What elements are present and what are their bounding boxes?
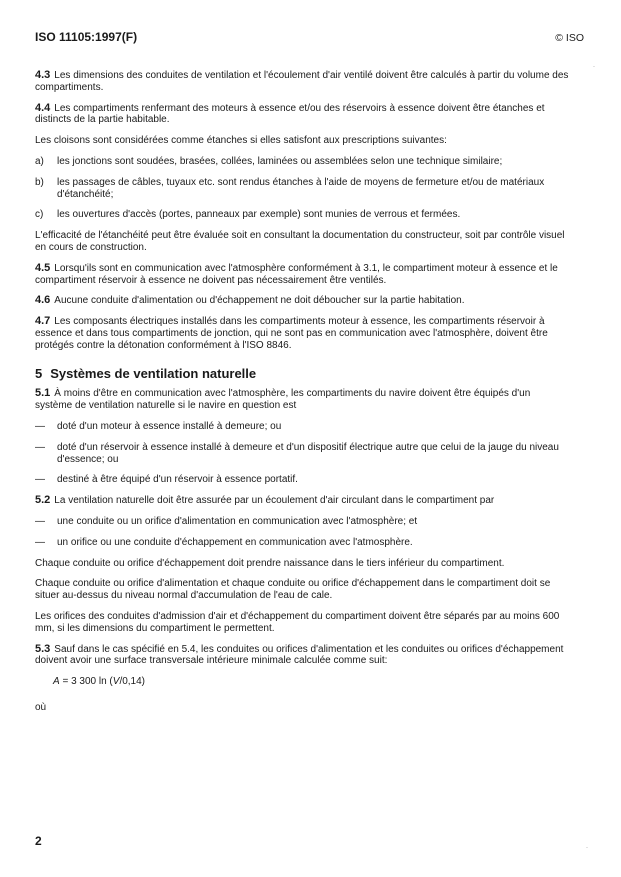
section-heading-5 xyxy=(35,365,569,381)
clause-number: 4.3 xyxy=(35,69,51,81)
paragraph-cale: Chaque conduite ou orifice d'alimentation et chaque conduite ou orifice d'échappement dans le compartiment doit se situer au-dessus du niveau normal d'accumulation de l'eau de cale. xyxy=(35,578,551,602)
list-text: une conduite ou un orifice d'alimentation en communication avec l'atmosphère; et xyxy=(57,515,418,527)
scan-speck: · xyxy=(593,64,595,70)
clause-number: 5.1 xyxy=(35,387,51,400)
copyright-mark: © ISO xyxy=(555,32,584,44)
page-number: 2 xyxy=(35,834,42,848)
clause-text: Les compartiments renfermant des moteurs à essence et/ou des réservoirs à essence doivent être étanches et distincts de la partie habitable. xyxy=(35,102,545,126)
clause-text: Sauf dans le cas spécifié en 5.4, les conduites ou orifices d'alimentation et les conduites ou orifices d'échappement doivent avoir une surface transversale intérieure minimale calculée comme suit: xyxy=(35,643,564,667)
scan-speck: · xyxy=(586,845,588,851)
clause-4-4 xyxy=(35,103,569,127)
formula-rhs: = 3 300 ln ( xyxy=(62,676,113,688)
list-text: les ouvertures d'accès (portes, panneaux par exemple) sont munies de verrous et fermées. xyxy=(57,209,461,221)
clause-number: 4.6 xyxy=(35,294,51,307)
list-text: un orifice ou une conduite d'échappement en communication avec l'atmosphère. xyxy=(57,536,413,548)
clause-number: 4.5 xyxy=(35,261,51,274)
clause-number: 4.7 xyxy=(35,315,51,328)
clause-text: Les composants électriques installés dans les compartiments moteur à essence, les compartiments réservoir à essence et dans tous compartiments de jonction, qui ne sont pas en communication avec l'atmosphère, doivent être protégés contre la détonation conformément à l'ISO 8846. xyxy=(35,316,548,351)
formula-tail: /0,14) xyxy=(119,676,146,688)
list-item xyxy=(35,442,569,466)
list-text: destiné à être équipé d'un réservoir à essence portatif. xyxy=(57,474,298,486)
list-marker: — xyxy=(35,536,45,548)
list-text: les jonctions sont soudées, brasées, collées, laminées ou assemblées selon une technique similaire; xyxy=(57,155,503,167)
list-item xyxy=(35,156,569,168)
list-item xyxy=(35,209,569,221)
list-text: doté d'un moteur à essence installé à demeure; ou xyxy=(57,420,282,432)
paragraph-ou: où xyxy=(35,701,47,713)
clause-number: 4.4 xyxy=(35,101,51,114)
list-item xyxy=(35,537,569,549)
clause-4-7 xyxy=(35,316,569,351)
page-body xyxy=(35,70,569,723)
paragraph-cloisons: Les cloisons sont considérées comme étanches si elles satisfont aux prescriptions suivantes: xyxy=(35,135,447,147)
formula-lhs: A xyxy=(53,676,60,688)
clause-5-3 xyxy=(35,644,569,668)
list-marker: — xyxy=(35,474,45,486)
formula xyxy=(53,676,569,688)
standard-reference: ISO 11105:1997(F) xyxy=(35,30,138,44)
clause-number: 5.3 xyxy=(35,642,51,655)
list-marker: b) xyxy=(35,176,44,188)
clause-5-1 xyxy=(35,388,569,412)
clause-4-3 xyxy=(35,70,569,94)
formula-var: V xyxy=(112,676,120,688)
list-marker: — xyxy=(35,441,45,453)
clause-number: 5.2 xyxy=(35,494,51,507)
paragraph-tiers: Chaque conduite ou orifice d'échappement doit prendre naissance dans le tiers inférieur du compartiment. xyxy=(35,557,505,569)
clause-text: À moins d'être en communication avec l'atmosphère, les compartiments du navire doivent être équipés d'un système de ventilation naturelle si le navire en question est xyxy=(35,388,531,412)
page-header xyxy=(35,30,584,44)
list-text: doté d'un réservoir à essence installé à demeure et d'un dispositif électrique autre que celui de la jauge du niveau d'essence; ou xyxy=(57,441,559,465)
clause-5-2 xyxy=(35,495,569,507)
list-marker: — xyxy=(35,515,45,527)
clause-4-6 xyxy=(35,295,569,307)
section-number: 5 xyxy=(35,365,43,381)
list-item xyxy=(35,177,569,201)
list-marker: — xyxy=(35,420,45,432)
list-item xyxy=(35,421,569,433)
clause-text: Lorsqu'ils sont en communication avec l'atmosphère conformément à 3.1, le compartiment moteur à essence et le compartiment réservoir à essence ne doivent pas nécessairement être ventilés. xyxy=(35,262,558,286)
clause-4-5 xyxy=(35,263,569,287)
list-item xyxy=(35,516,569,528)
paragraph-600mm: Les orifices des conduites d'admission d'air et d'échappement du compartiment doivent être séparés par au moins 600 mm, si les dimensions du compartiment le permettent. xyxy=(35,610,560,634)
list-item xyxy=(35,474,569,486)
list-marker: a) xyxy=(35,155,44,167)
list-text: les passages de câbles, tuyaux etc. sont rendus étanches à l'aide de moyens de fermeture et/ou de matériaux d'étanchéité; xyxy=(57,176,545,200)
clause-text: La ventilation naturelle doit être assurée par un écoulement d'air circulant dans le compartiment par xyxy=(54,495,495,507)
paragraph-efficacite: L'efficacité de l'étanchéité peut être évaluée soit en consultant la documentation du constructeur, soit par contrôle visuel en cours de construction. xyxy=(35,230,565,253)
list-marker: c) xyxy=(35,209,44,221)
section-title: Systèmes de ventilation naturelle xyxy=(50,365,257,381)
clause-text: Les dimensions des conduites de ventilation et l'écoulement d'air ventilé doivent être calculés à partir du volume des compartiments. xyxy=(35,70,569,93)
clause-text: Aucune conduite d'alimentation ou d'échappement ne doit déboucher sur la partie habitation. xyxy=(54,295,465,307)
